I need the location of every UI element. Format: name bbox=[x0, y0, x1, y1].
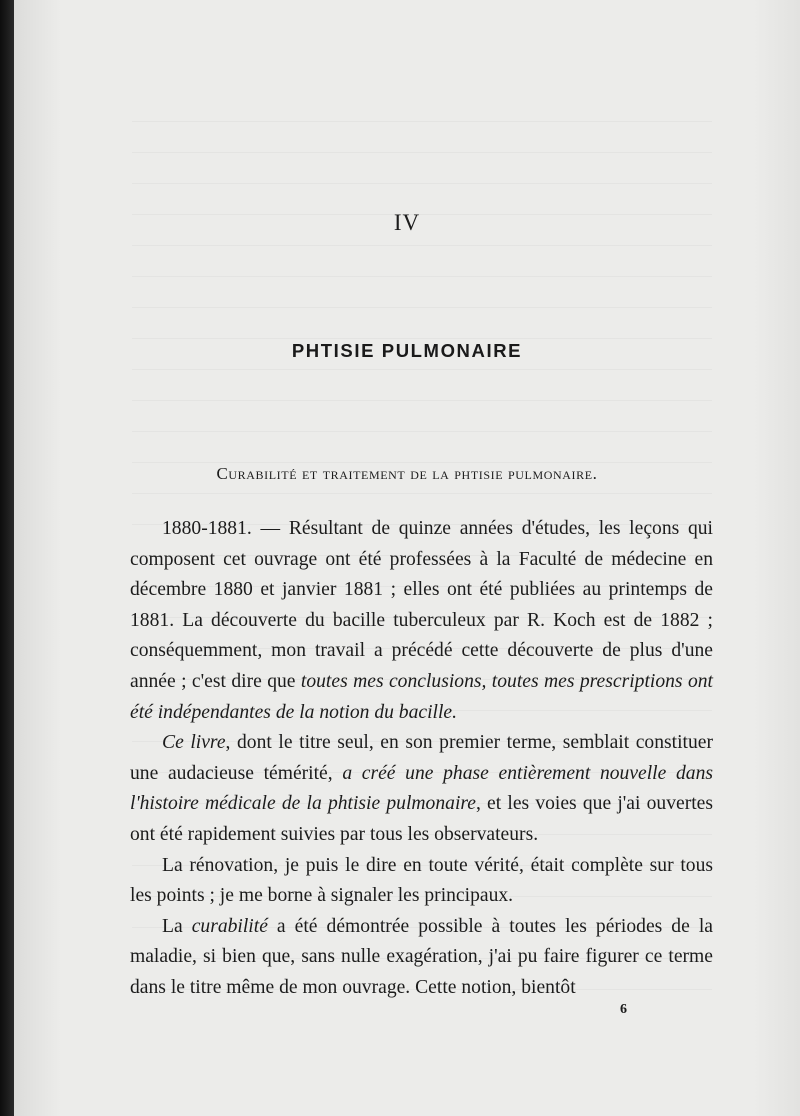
book-page bbox=[14, 0, 800, 1116]
paragraph bbox=[130, 728, 713, 850]
text-segment: , et les voies que j'ai ouvertes ont été rapidement suivies par tous les observateurs. bbox=[130, 793, 713, 845]
section-heading: Curabilité et traitement de la phtisie pulmonaire. bbox=[216, 464, 598, 483]
page-number: 6 bbox=[620, 1002, 627, 1017]
paragraph bbox=[130, 851, 713, 912]
text-segment: a été démontrée possible à toutes les périodes de la maladie, si bien que, sans nulle exagération, j'ai pu faire figurer ce terme dans le titre même de mon ouvrage. Cette notion, bientôt bbox=[130, 915, 713, 998]
chapter-title: PHTISIE PULMONAIRE bbox=[291, 340, 523, 361]
paragraph bbox=[130, 912, 713, 1004]
italic-text-segment: toutes mes conclusions, toutes mes prescriptions ont été indépendantes de la notion du bacille. bbox=[130, 670, 713, 723]
italic-text-segment: a créé une phase entièrement nouvelle dans l'histoire médicale de la phtisie pulmonaire bbox=[130, 762, 713, 815]
chapter-number: IV bbox=[393, 210, 421, 235]
text-segment: 1880-1881. — Résultant de quinze années d'études, les leçons qui composent cet ouvrage ont été professées à la Faculté de médecine en décembre 1880 et janvier 1881 ; elles ont été publiées au printemps de 1881. La découverte du bacille tuberculeux par R. Koch est de 1882 ; conséquemment, mon travail a précédé cette découverte de plus d'une année ; c'est dire que bbox=[130, 518, 713, 692]
body-text bbox=[130, 514, 713, 1004]
text-segment: , dont le titre seul, en son premier terme, semblait constituer une audacieuse témérité, bbox=[130, 732, 713, 784]
paragraph bbox=[130, 514, 713, 728]
text-segment: La rénovation, je puis le dire en toute vérité, était complète sur tous les points ; je me borne à signaler les principaux. bbox=[130, 854, 713, 907]
scan-edge bbox=[0, 0, 14, 1116]
italic-text-segment: Ce livre bbox=[162, 732, 226, 754]
italic-text-segment: curabilité bbox=[191, 915, 268, 937]
text-segment: La bbox=[162, 915, 192, 937]
